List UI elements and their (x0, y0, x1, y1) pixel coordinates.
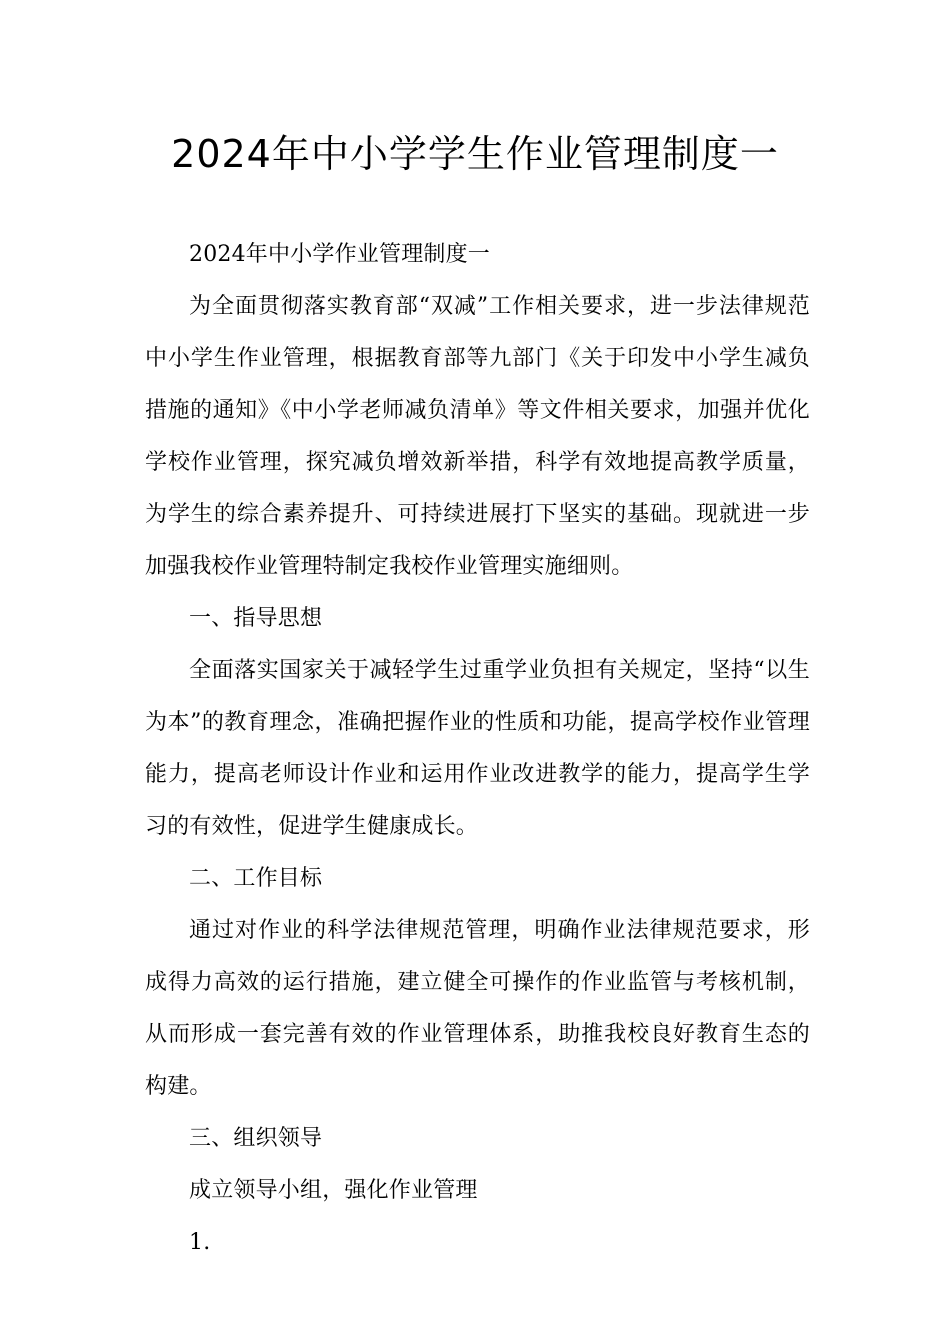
document-title: 2024年中小学学生作业管理制度一 (171, 132, 779, 176)
paragraph-work-goals: 通过对作业的科学法律规范管理，明确作业法律规范要求，形成得力高效的运行措施，建立健全可操作的作业监管与考核机制，从而形成一套完善有效的作业管理体系，助推我校良好教育生态的构建。 (145, 918, 810, 1099)
paragraph-organization: 成立领导小组，强化作业管理 (189, 1178, 478, 1203)
paragraph-subtitle: 2024年中小学作业管理制度一 (189, 242, 490, 267)
paragraph-intro: 为全面贯彻落实教育部“双减”工作相关要求，进一步法律规范中小学生作业管理，根据教育部等九部门《关于印发中小学生减负措施的通知》《中小学老师减负清单》等文件相关要求，加强并优化学校作业管理，探究减负增效新举措，科学有效地提高教学质量，为学生的综合素养提升、可持续进展打下坚实的基础。现就进一步加强我校作业管理特制定我校作业管理实施细则。 (145, 294, 810, 579)
document-body (145, 229, 810, 1269)
section-heading-guiding-ideology: 一、指导思想 (189, 606, 323, 631)
list-item-number: 1. (189, 1230, 211, 1255)
section-heading-work-goals: 二、工作目标 (189, 866, 323, 891)
section-heading-organization: 三、组织领导 (189, 1126, 323, 1151)
paragraph-guiding-ideology: 全面落实国家关于减轻学生过重学业负担有关规定，坚持“以生为本”的教育理念，准确把握作业的性质和功能，提高学校作业管理能力，提高老师设计作业和运用作业改进教学的能力，提高学生学习的有效性，促进学生健康成长。 (145, 658, 810, 839)
